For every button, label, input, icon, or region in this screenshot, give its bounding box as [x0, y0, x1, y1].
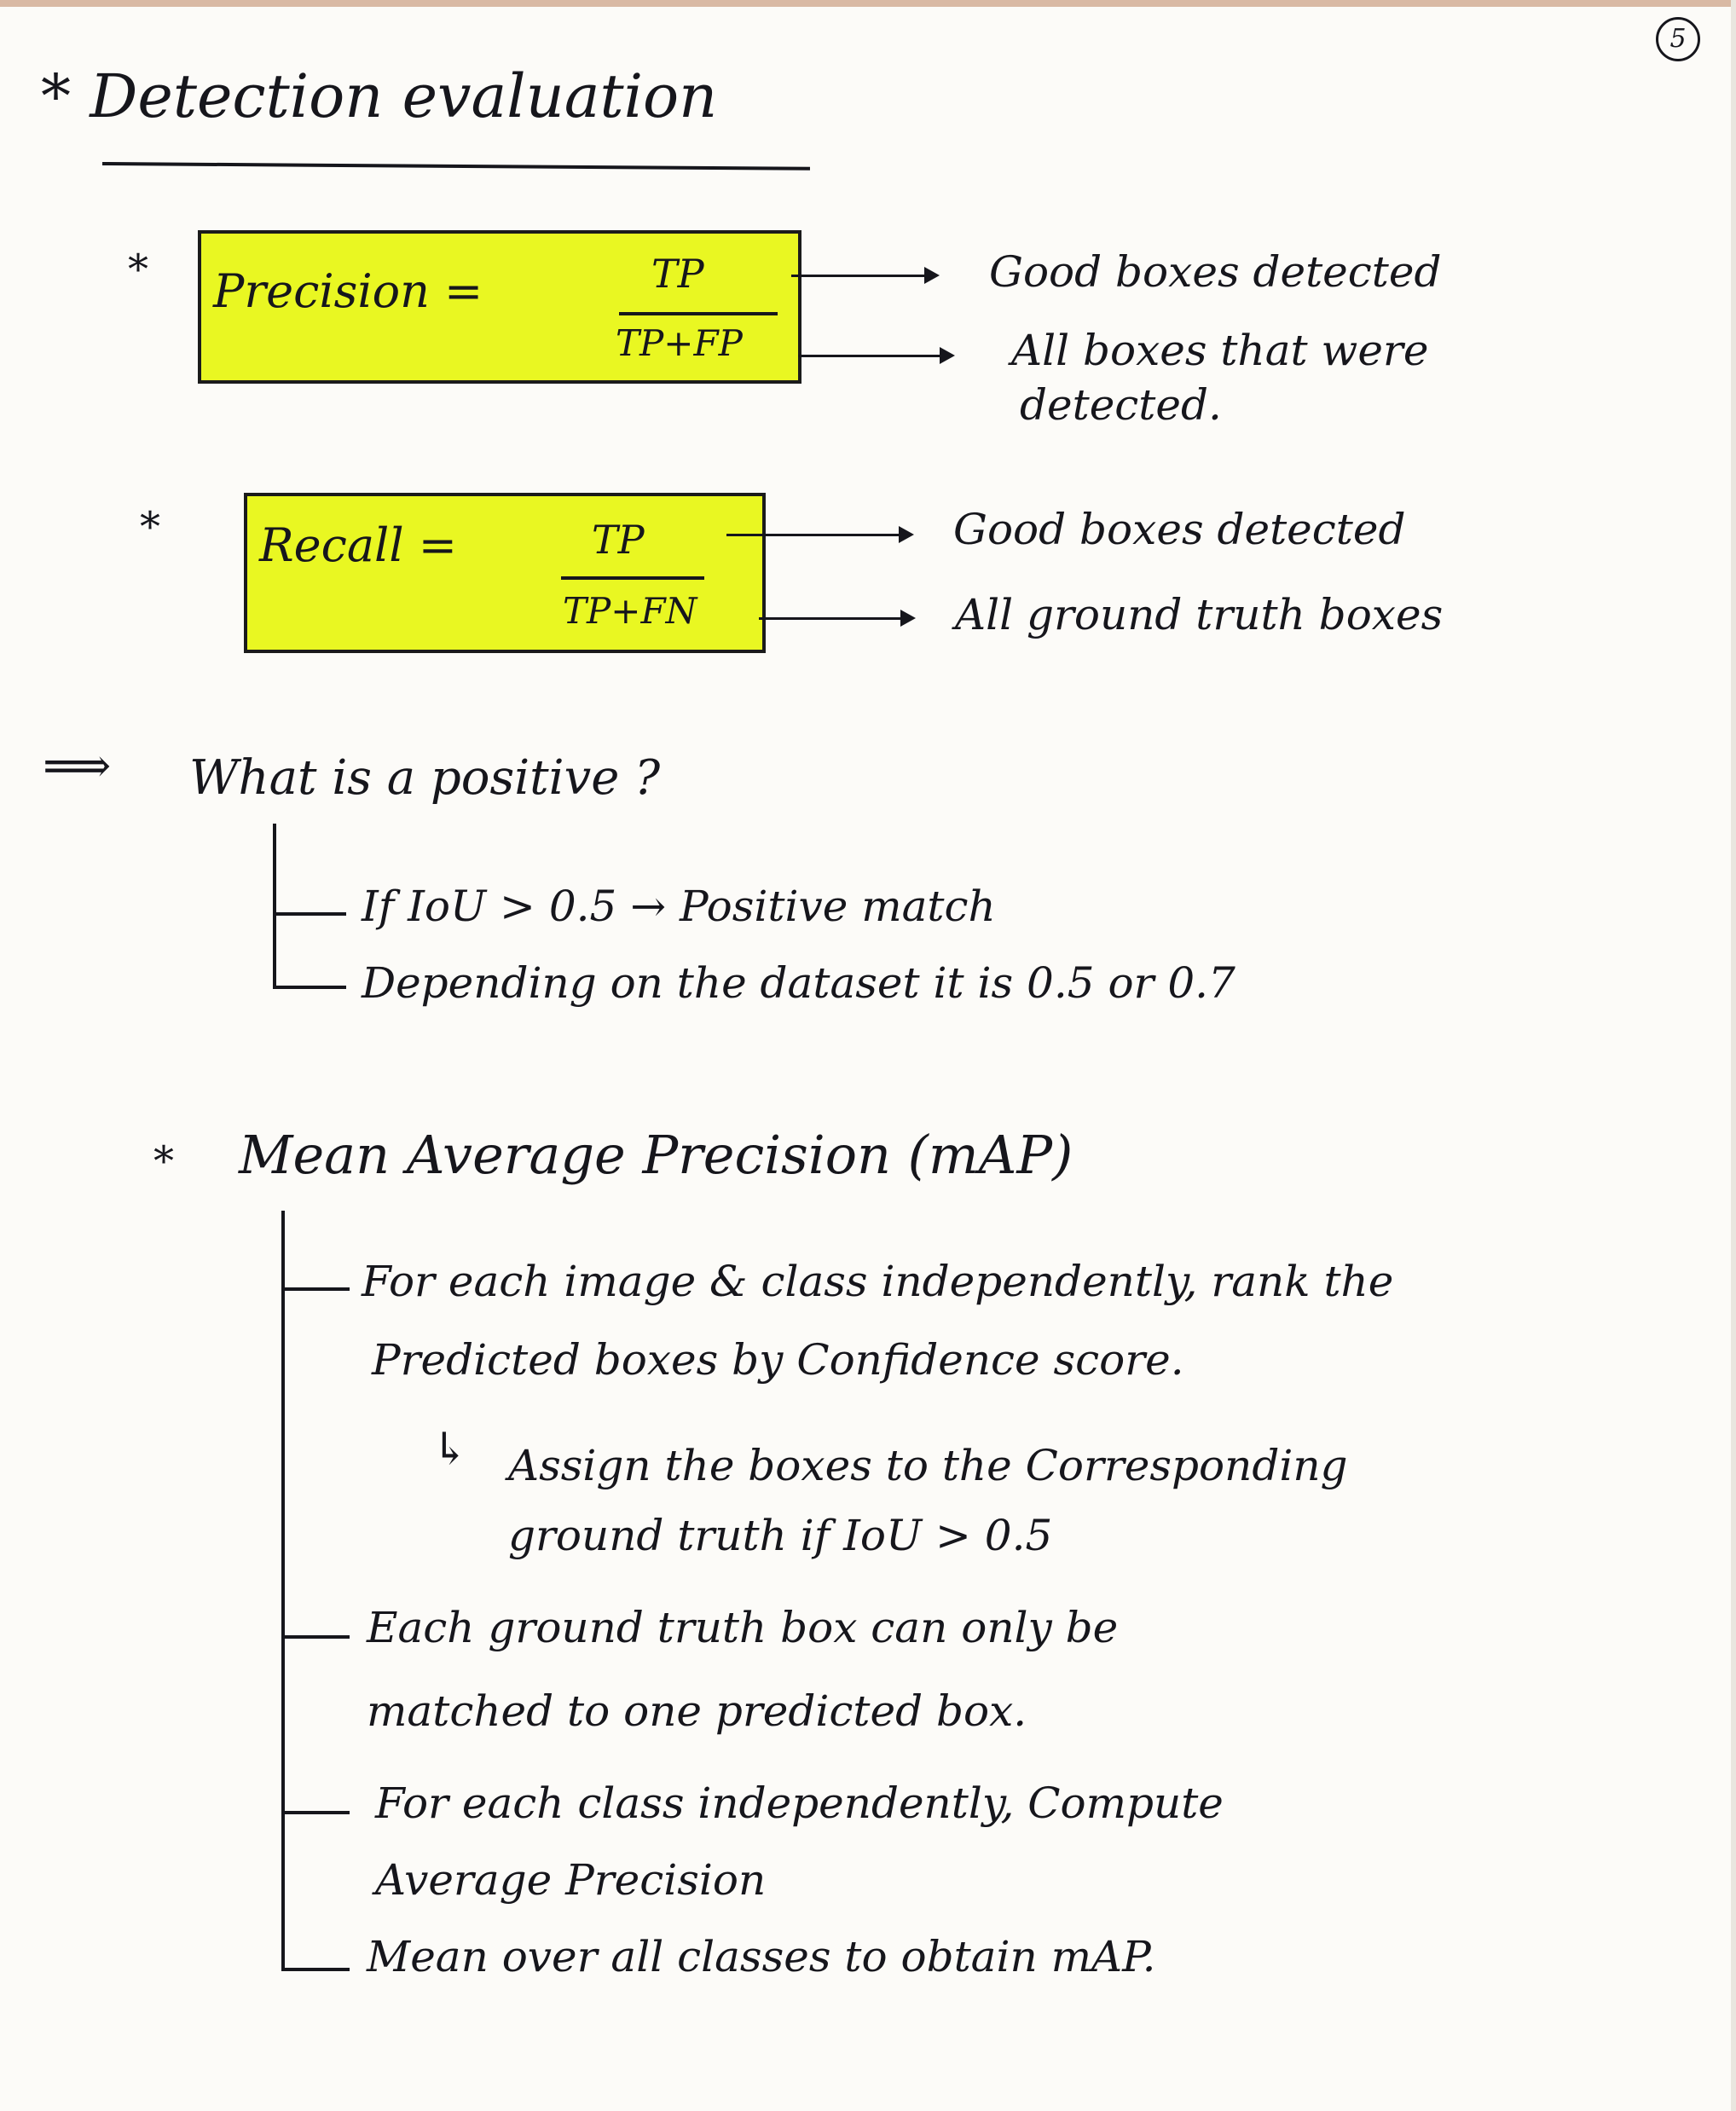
- recall-num-arrow: [726, 534, 911, 536]
- precision-fraction-bar: [619, 312, 778, 315]
- precision-numerator: TP: [651, 251, 704, 297]
- recall-denominator: TP+FN: [563, 590, 697, 632]
- precision-denominator-note-2: detected.: [1020, 380, 1222, 430]
- map-star: *: [153, 1137, 174, 1185]
- map-branch-1: [281, 1287, 350, 1291]
- precision-denominator-note-1: All boxes that were: [1011, 326, 1429, 375]
- page-top-edge: [0, 0, 1736, 7]
- map-branch-2: [281, 1635, 350, 1639]
- precision-den-arrow: [798, 355, 952, 357]
- title-underline: [102, 162, 810, 171]
- map-step1-line2: Predicted boxes by Confidence score.: [372, 1335, 1184, 1385]
- recall-numerator: TP: [592, 517, 645, 563]
- precision-star: *: [128, 246, 148, 293]
- positive-tree-line: [273, 824, 276, 987]
- page-right-edge: [1731, 0, 1736, 2111]
- positive-rule: If IoU > 0.5 → Positive match: [362, 882, 996, 931]
- precision-num-arrow: [791, 275, 936, 277]
- recall-den-arrow: [759, 617, 912, 620]
- map-tree-line: [281, 1211, 285, 1969]
- precision-numerator-note: Good boxes detected: [989, 247, 1442, 297]
- title-text: Detection evaluation: [90, 61, 718, 131]
- positive-branch-2: [273, 986, 346, 989]
- recall-fraction-bar: [561, 576, 704, 580]
- map-step3-line1: For each class independently, Compute: [375, 1778, 1224, 1828]
- recall-denominator-note: All ground truth boxes: [955, 590, 1444, 639]
- map-branch-4: [281, 1968, 350, 1971]
- positive-branch-1: [273, 912, 346, 916]
- precision-formula-box: [198, 230, 801, 384]
- page-number: 5: [1656, 17, 1700, 61]
- page-title: [41, 61, 717, 131]
- map-step4: Mean over all classes to obtain mAP.: [367, 1932, 1156, 1981]
- recall-formula-box: [244, 493, 766, 653]
- recall-label: Recall =: [259, 518, 458, 572]
- map-step1-line1: For each image & class independently, rank the: [362, 1257, 1394, 1306]
- precision-label: Precision =: [213, 264, 483, 318]
- implies-arrow: ⟹: [43, 738, 112, 794]
- map-branch-3: [281, 1811, 350, 1814]
- map-step1-sub-line1: Assign the boxes to the Corresponding: [508, 1441, 1348, 1490]
- map-step1-sub-arrow: ↳: [431, 1424, 469, 1475]
- precision-denominator: TP+FP: [616, 322, 743, 364]
- map-step3-line2: Average Precision: [375, 1855, 767, 1905]
- positive-note: Depending on the dataset it is 0.5 or 0.7: [362, 958, 1235, 1008]
- map-step1-sub-line2: ground truth if IoU > 0.5: [508, 1511, 1053, 1560]
- positive-question: What is a positive ?: [189, 750, 661, 806]
- title-star: *: [41, 61, 71, 131]
- map-heading: Mean Average Precision (mAP): [239, 1124, 1073, 1186]
- map-step2-line1: Each ground truth box can only be: [367, 1603, 1119, 1652]
- map-step2-line2: matched to one predicted box.: [367, 1686, 1027, 1736]
- recall-star: *: [140, 503, 160, 551]
- recall-numerator-note: Good boxes detected: [953, 505, 1406, 554]
